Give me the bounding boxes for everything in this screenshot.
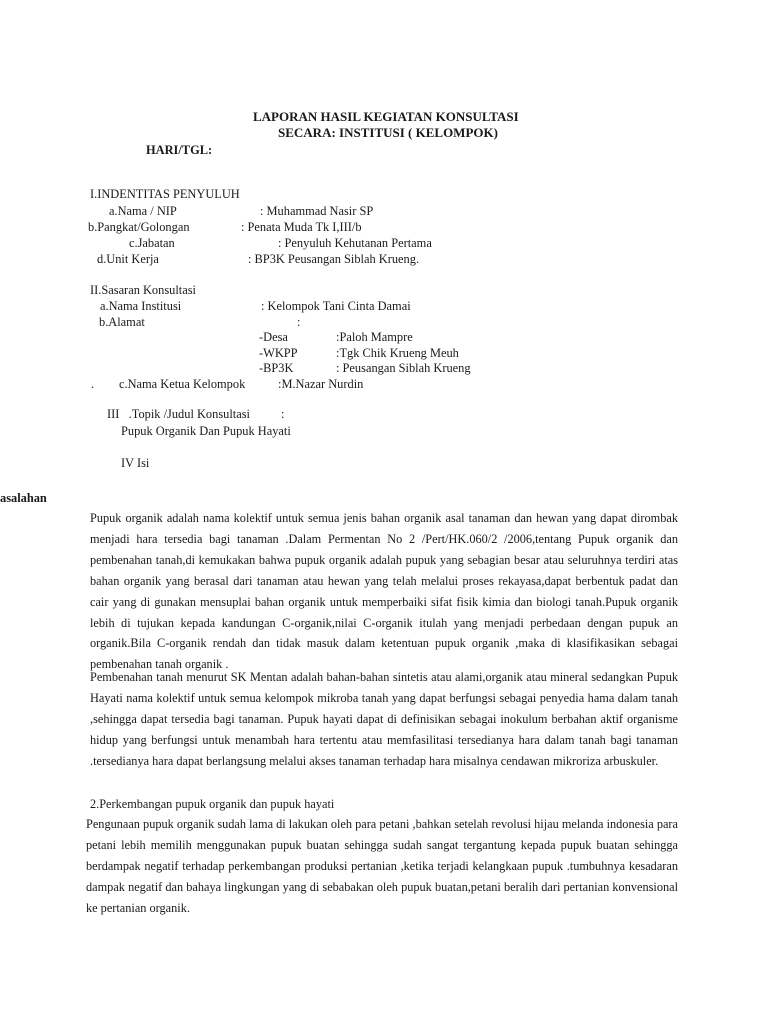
paragraph-2: Pembenahan tanah menurut SK Mentan adalah bahan-bahan sintetis atau alami,organik atau mineral sedangkan Pupuk Hayati nama kolektif untuk semua kelompok mikroba tanah yang dapat berfungsi sebagai penyedia hama dalam tanah ,sehingga dapat tersedia bagi tanaman. Pupuk hayati dapat di definisikan sebagai inokulum berbahan aktif organisme hidup yang berfungsi untuk menambah hara tertentu atau memfasilitasi tersedianya hara dalam tanah bagi tanaman .tersedianya hara dapat berlangsung melalui akses tanaman terhadap hara misalnya cendawan mikroriza arbuskuler. — [90, 670, 678, 768]
wkpp-label: -WKPP — [259, 346, 298, 360]
desa-value: :Paloh Mampre — [336, 330, 413, 344]
section2-heading: II.Sasaran Konsultasi — [90, 283, 196, 297]
subheading-masalahan: asalahan — [0, 491, 47, 505]
section3-colon: : — [281, 407, 285, 421]
alamat-label: b.Alamat — [99, 315, 145, 329]
unit-label: d.Unit Kerja — [97, 252, 159, 266]
ketua-value: :M.Nazar Nurdin — [278, 377, 364, 391]
unit-value: : BP3K Peusangan Siblah Krueng. — [248, 252, 420, 266]
wkpp-value: :Tgk Chik Krueng Meuh — [336, 346, 459, 360]
jabatan-value: : Penyuluh Kehutanan Pertama — [278, 236, 432, 250]
institusi-label: a.Nama Institusi — [100, 299, 182, 313]
doc-title-line2: SECARA: INSTITUSI ( KELOMPOK) — [278, 125, 498, 140]
hari-tgl-label: HARI/TGL: — [146, 143, 213, 157]
paragraph-1: Pupuk organik adalah nama kolektif untuk semua jenis bahan organik asal tanaman dan hewan yang dapat dirombak menjadi hara tersedia bagi tanaman .Dalam Permentan No 2 /Pert/HK.060/2 /2006,tentang Pupuk organik dan pembenahan tanah,di kemukakan bahwa pupuk organik adalah pupuk yang sebagian besar atau seluruhnya terdiri atas bahan organik yang berasal dari tanaman atau hewan yang telah melalui proses rekayasa,dapat berbentuk padat dan cair yang di gunakan mensuplai bahan organik untuk memperbaiki sifat fisik kimia dan biologi tanah.Pupuk organik lebih di tujukan kepada kandungan C-organik,nilai C-organik itulah yang menjadi perbedaan dengan pupuk an organik.Bila C-organik rendah dan tidak masuk dalam ketentuan pupuk organik ,maka di klasifikasikan sebagai pembenahan tanah organik . — [90, 511, 678, 672]
section4-heading: IV Isi — [121, 456, 150, 470]
ketua-label: c.Nama Ketua Kelompok — [119, 377, 246, 391]
subheading-perkembangan: 2.Perkembangan pupuk organik dan pupuk hayati — [90, 797, 335, 811]
bp3k-label: -BP3K — [259, 361, 294, 375]
section1-heading: I.INDENTITAS PENYULUH — [90, 187, 240, 201]
nama-value: : Muhammad Nasir SP — [260, 204, 374, 218]
nama-label: a.Nama / NIP — [109, 204, 177, 218]
institusi-value: : Kelompok Tani Cinta Damai — [261, 299, 411, 313]
topic-title: Pupuk Organik Dan Pupuk Hayati — [121, 424, 291, 438]
jabatan-label: c.Jabatan — [129, 236, 175, 250]
dot-mark: . — [91, 377, 95, 391]
bp3k-value: : Peusangan Siblah Krueng — [336, 361, 471, 375]
pangkat-label: b.Pangkat/Golongan — [88, 220, 190, 234]
paragraph-3: Pengunaan pupuk organik sudah lama di lakukan oleh para petani ,bahkan setelah revolusi hijau melanda indonesia para petani lebih memilih menggunakan pupuk buatan sehingga sudah sangat tergantung kepada pupuk buatan sehingga berdampak negatif terhadap perkembangan produksi pertanian ,ketika terjadi kelangkaan pupuk .tumbuhnya kesadaran dampak negatif dan bahaya lingkungan yang di sebabakan oleh pupuk buatan,petani beralih dari pertanian konvensional ke pertanian organik. — [86, 817, 678, 915]
doc-title-line1: LAPORAN HASIL KEGIATAN KONSULTASI — [253, 109, 519, 124]
desa-label: -Desa — [259, 330, 288, 344]
alamat-colon: : — [297, 315, 301, 329]
section3-heading: III .Topik /Judul Konsultasi — [107, 407, 250, 421]
pangkat-value: : Penata Muda Tk I,III/b — [241, 220, 362, 234]
